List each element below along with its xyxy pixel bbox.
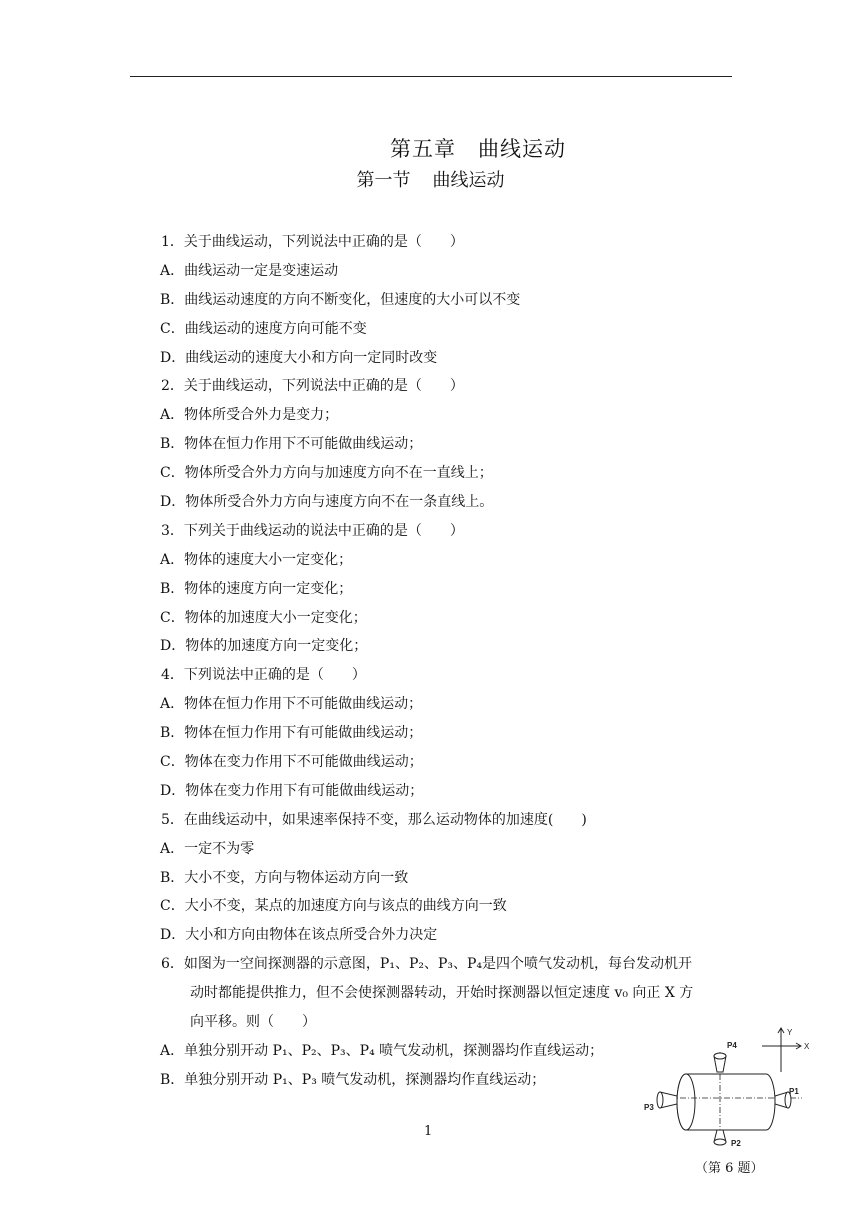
label-p1: P1 xyxy=(789,1087,799,1096)
question-option: D．大小和方向由物体在该点所受合外力决定 xyxy=(160,927,438,944)
question-option: C．曲线运动的速度方向可能不变 xyxy=(160,320,367,337)
question-option: D．曲线运动的速度大小和方向一定同时改变 xyxy=(160,349,438,366)
question-option: A．一定不为零 xyxy=(160,840,255,857)
question-stem: 5．在曲线运动中，如果速率保持不变，那么运动物体的加速度( ) xyxy=(161,811,587,828)
question-option: B．曲线运动速度的方向不断变化，但速度的大小可以不变 xyxy=(160,291,521,308)
probe-body xyxy=(677,1074,775,1130)
space-probe-figure xyxy=(640,1024,820,1154)
question-stem: 6．如图为一空间探测器的示意图，P₁、P₂、P₃、P₄是四个喷气发动机，每台发动机开 xyxy=(161,956,693,973)
question-option: A．物体的速度大小一定变化； xyxy=(160,551,353,568)
question-option: B．大小不变，方向与物体运动方向一致 xyxy=(160,869,409,886)
section-heading xyxy=(0,166,860,192)
question-stem-continued: 动时都能提供推力，但不会使探测器转动，开始时探测器以恒定速度 v₀ 向正 X 方 xyxy=(190,985,694,1002)
figure-caption: （第 6 题） xyxy=(695,1161,764,1176)
question-option: C．物体的加速度大小一定变化； xyxy=(160,609,367,626)
question-option: B．物体在恒力作用下不可能做曲线运动； xyxy=(160,436,423,453)
label-p4: P4 xyxy=(727,1041,737,1050)
header-rule xyxy=(130,76,732,77)
question-option: B．单独分别开动 P₁、P₃ 喷气发动机，探测器均作直线运动； xyxy=(160,1071,546,1088)
question-option: C．物体所受合外力方向与加速度方向不在一直线上； xyxy=(160,465,493,482)
page-number: 1 xyxy=(424,1124,433,1139)
question-stem: 2．关于曲线运动，下列说法中正确的是（ ） xyxy=(161,378,464,395)
chapter-title: 第五章 xyxy=(390,137,456,161)
question-option: A．物体所受合外力是变力； xyxy=(160,407,339,424)
label-p2: P2 xyxy=(731,1139,741,1148)
question-option: A．单独分别开动 P₁、P₂、P₃、P₄ 喷气发动机，探测器均作直线运动； xyxy=(160,1042,604,1059)
question-option: A．曲线运动一定是变速运动 xyxy=(160,262,339,279)
axis-x-label: X xyxy=(804,1042,810,1051)
question-option: D．物体所受合外力方向与速度方向不在一条直线上。 xyxy=(160,494,494,511)
chapter-heading xyxy=(0,133,860,163)
axis-indicator xyxy=(762,1028,801,1072)
chapter-name: 曲线运动 xyxy=(478,137,566,161)
question-option: C．大小不变，某点的加速度方向与该点的曲线方向一致 xyxy=(160,898,507,915)
question-option: A．物体在恒力作用下不可能做曲线运动； xyxy=(160,696,423,713)
question-stem: 4．下列说法中正确的是（ ） xyxy=(161,667,366,684)
question-list xyxy=(160,228,760,1095)
question-stem: 1．关于曲线运动，下列说法中正确的是（ ） xyxy=(161,234,464,250)
question-option: D．物体的加速度方向一定变化； xyxy=(160,638,368,655)
label-p3: P3 xyxy=(644,1103,654,1112)
section-name: 曲线运动 xyxy=(432,170,505,191)
question-option: D．物体在变力作用下有可能做曲线运动； xyxy=(160,782,424,799)
question-option: B．物体在恒力作用下有可能做曲线运动； xyxy=(160,725,423,742)
section-title: 第一节 xyxy=(356,170,411,191)
question-option: C．物体在变力作用下不可能做曲线运动； xyxy=(160,754,423,771)
question-option: B．物体的速度方向一定变化； xyxy=(160,580,353,597)
axis-y-label: Y xyxy=(787,1028,793,1037)
question-stem: 3．下列关于曲线运动的说法中正确的是（ ） xyxy=(161,522,464,539)
question-stem-continued: 向平移。则（ ） xyxy=(190,1014,316,1031)
